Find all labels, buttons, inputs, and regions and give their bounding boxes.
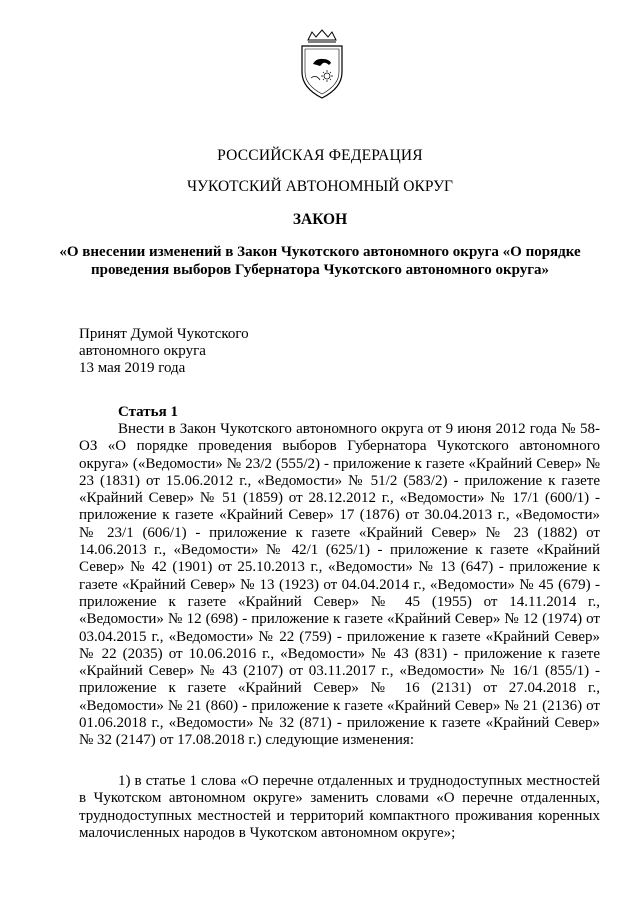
law-title: «О внесении изменений в Закон Чукотского автономного округа «О порядке проведения выборов Губернатора Чукотского автономного округа» [59,244,581,278]
article-heading: Статья 1 [118,404,178,420]
adoption-line: Принят Думой Чукотского [79,326,249,342]
article-paragraph: Внести в Закон Чукотского автономного округа от 9 июня 2012 года № 58-ОЗ «О порядке проведения выборов Губернатора Чукотского автономного округа» («Ведомости» № 23/2 (555/2) - приложение к газете «Крайний Север» № 23 (1831) от 15.06.2012 г., «Ведомости» № 51/2 (583/2) - приложение к газете «Крайний Север» № 51 (1859) от 28.12.2012 г., «Ведомости» № 17/1 (600/1) - приложение к газете «Крайний Север» 17 (1876) от 30.04.2013 г., «Ведомости» № 23/1 (606/1) - приложение к газете «Крайний Север» № 23 (1882) от 14.06.2013 г., «Ведомости» № 42/1 (625/1) - приложение к газете «Крайний Север» № 42 (1901) от 25.10.2013 г., «Ведомости» № 13 (647) - приложение к газете «Крайний Север» № 13 (1923) от 04.04.2014 г., «Ведомости» № 45 (679) - приложение к газете «Крайний Север» № 45 (1955) от 14.11.2014 г., «Ведомости» № 12 (698) - приложение к газете «Крайний Север» № 12 (1974) от 03.04.2015 г., «Ведомости» № 22 (759) - приложение к газете «Крайний Север» № 22 (2035) от 10.06.2016 г., «Ведомости» № 43 (831) - приложение к газете «Крайний Север» № 43 (2107) от 03.11.2017 г., «Ведомости» № 16/1 (855/1) - приложение к газете «Крайний Север» № 16 (2131) от 27.04.2018 г., «Ведомости» № 21 (860) - приложение к газете «Крайний Север» № 21 (2136) от 01.06.2018 г., «Ведомости» № 32 (871) - приложение к газете «Крайний Север» № 32 (2147) от 17.08.2018 г.) следующие изменения: [79,421,600,749]
document-type-heading: ЗАКОН [292,211,348,228]
amendment-item: 1) в статье 1 слова «О перечне отдаленных и труднодоступных местностей в Чукотском автономном округе» заменить словами «О перечне отдаленных, труднодоступных местностей и территорий компактного проживания коренных малочисленных народов в Чукотском автономном округе»; [79,773,600,841]
adoption-date: 13 мая 2019 года [79,360,186,376]
region-heading: ЧУКОТСКИЙ АВТОНОМНЫЙ ОКРУГ [186,178,454,195]
federation-heading: РОССИЙСКАЯ ФЕДЕРАЦИЯ [217,147,423,164]
adoption-block [79,326,249,377]
coat-of-arms-icon [296,28,348,102]
adoption-line: автономного округа [79,343,206,359]
